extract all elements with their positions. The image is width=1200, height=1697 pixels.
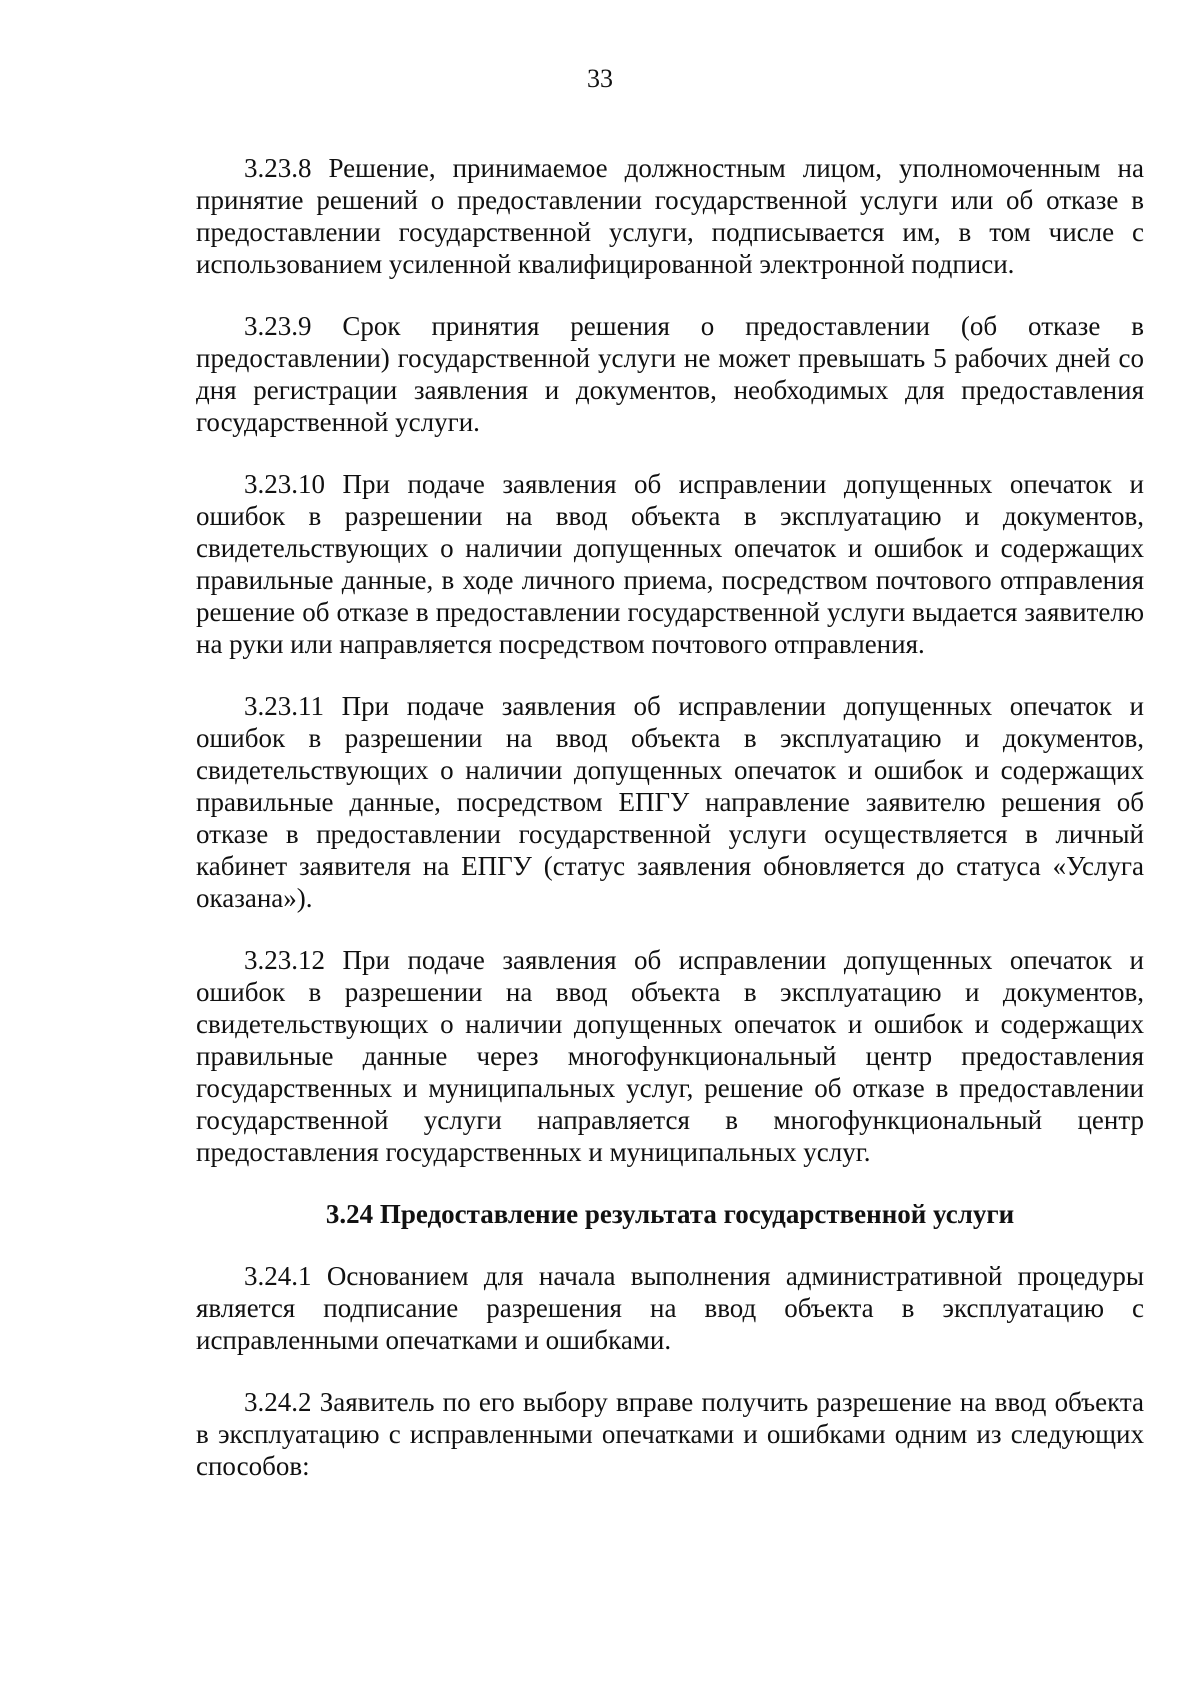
paragraph-3-23-10: 3.23.10 При подаче заявления об исправлении допущенных опечаток и ошибок в разрешении на ввод объекта в эксплуатацию и документов, свидетельствующих о наличии допущенных опечаток и ошибок и содержащих правильные данные, в ходе личного приема, посредством почтового отправления решение об отказе в предоставлении государственной услуги выдается заявителю на руки или направляется посредством почтового отправления.: [196, 469, 1144, 659]
paragraph-3-24-2: 3.24.2 Заявитель по его выбору вправе получить разрешение на ввод объекта в эксплуатацию с исправленными опечатками и ошибками одним из следующих способов:: [196, 1387, 1144, 1481]
paragraph-3-23-8: 3.23.8 Решение, принимаемое должностным лицом, уполномоченным на принятие решений о предоставлении государственной услуги или об отказе в предоставлении государственной услуги, подписывается им, в том числе с использованием усиленной квалифицированной электронной подписи.: [196, 153, 1144, 279]
section-heading-3-24: 3.24 Предоставление результата государственной услуги: [325, 1199, 1015, 1229]
paragraph-3-23-12: 3.23.12 При подаче заявления об исправлении допущенных опечаток и ошибок в разрешении на ввод объекта в эксплуатацию и документов, свидетельствующих о наличии допущенных опечаток и ошибок и содержащих правильные данные через многофункциональный центр предоставления государственных и муниципальных услуг, решение об отказе в предоставлении государственной услуги направляется в многофункциональный центр предоставления государственных и муниципальных услуг.: [196, 945, 1144, 1167]
paragraph-3-24-1: 3.24.1 Основанием для начала выполнения административной процедуры является подписание разрешения на ввод объекта в эксплуатацию с исправленными опечатками и ошибками.: [196, 1261, 1144, 1355]
document-body: [196, 152, 1144, 1512]
paragraph-3-23-9: 3.23.9 Срок принятия решения о предоставлении (об отказе в предоставлении) государственной услуги не может превышать 5 рабочих дней со дня регистрации заявления и документов, необходимых для предоставления государственной услуги.: [196, 311, 1144, 437]
paragraph-3-23-11: 3.23.11 При подаче заявления об исправлении допущенных опечаток и ошибок в разрешении на ввод объекта в эксплуатацию и документов, свидетельствующих о наличии допущенных опечаток и ошибок и содержащих правильные данные, посредством ЕПГУ направление заявителю решения об отказе в предоставлении государственной услуги осуществляется в личный кабинет заявителя на ЕПГУ (статус заявления обновляется до статуса «Услуга оказана»).: [196, 691, 1144, 913]
page-number: 33: [587, 64, 613, 93]
